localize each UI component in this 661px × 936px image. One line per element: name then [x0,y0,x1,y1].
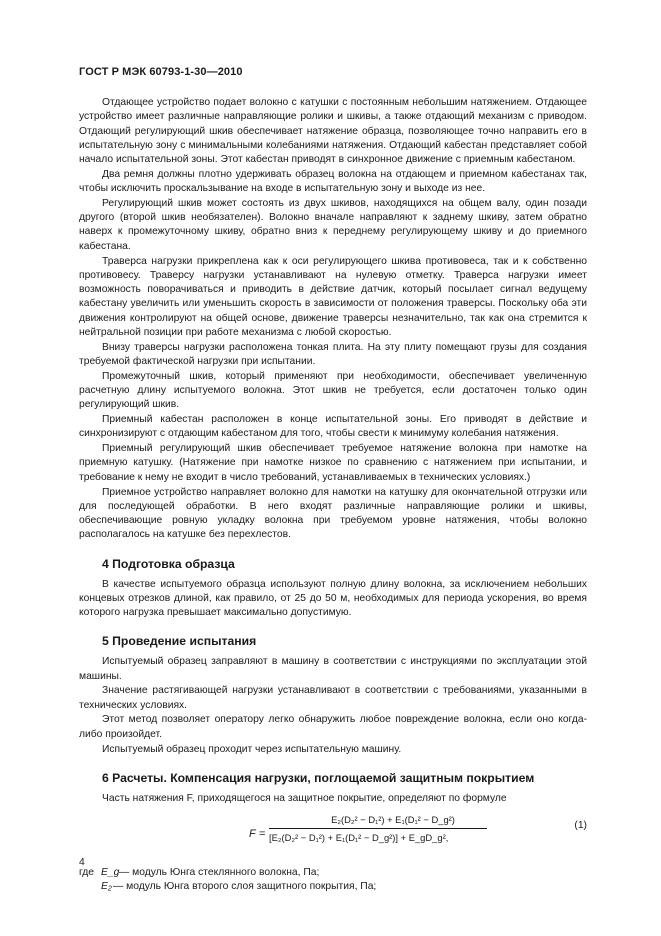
formula-fraction [269,812,517,847]
formula-number: (1) [574,820,587,832]
paragraph: Внизу траверсы нагрузки расположена тонкая плита. На эту плиту помещают грузы для создания требуемой фактической нагрузки при испытании. [79,341,587,367]
where-lead: где [79,867,95,879]
formula-numerator: E₂(D₂² − D₁²) + E₁(D₁² − D_g²) [331,814,455,826]
document-header: ГОСТ Р МЭК 60793-1-30—2010 [79,66,243,78]
variable-definitions [79,866,587,895]
paragraph: Регулирующий шкив может состоять из двух шкивов, находящихся на общем валу, один позади другого (второй шкив необязателен). Волокно вначале направляют к заднему шкиву, затем обратно наверх к промежуточному шкиву, обратно вниз к переднему регулирующему шкиву и до приемного кабестана. [79,197,587,252]
formula-intro: Часть натяжения F, приходящегося на защитное покрытие, определяют по формуле [102,792,507,804]
definition-symbol: E_g [101,867,120,879]
paragraph: Промежуточный шкив, который применяют при необходимости, обеспечивает увеличенную расчетную длину испытуемого волокна. Этот шкив не требуется, если достаточен только один регулирующий шкив. [79,370,587,411]
paragraph: Траверса нагрузки прикреплена как к оси регулирующего шкива противовеса, так и к собственно противовесу. Траверсу нагрузки устанавливают на нулевую отметку. Траверса нагрузки имеет возможность поворачиваться и приводить в действие датчик, который посылает сигнал ведущему кабестану увеличить или уменьшить скорость в зависимости от положения траверсы. Поскольку оба эти движения контролируют на общей основе, движение траверсы незначительно, так как она стремится к нейтральной позиции при работе механизма с любой скоростью. [79,255,587,338]
page-number: 4 [79,857,85,868]
formula-1 [79,812,587,858]
section-heading-5: 5 Проведение испытания [102,634,257,649]
section-heading-6: 6 Расчеты. Компенсация нагрузки, поглощаемой защитным покрытием [102,770,535,785]
formula-trail: , [445,832,449,844]
formula-equals: = [259,828,266,841]
formula-lhs: F [249,828,256,841]
paragraph: Приемное устройство направляет волокно для намотки на катушку для окончательной отгрузки или для последующей обработки. В него входят различные направляющие ролики и шкивы, обеспечивающие ровную укладку волокна при требуемом уровне натяжения, чтобы волокно располагалось на катушке без перехлестов. [79,486,587,541]
paragraph: Испытуемый образец проходит через испытательную машину. [102,743,402,755]
definition-symbol: E₂ [101,881,112,893]
paragraph: Отдающее устройство подает волокно с катушки с постоянным небольшим натяжением. Отдающее устройство имеет различные направляющие ролики и шкивы, а также отдающий механизм с приводом. Отдающий регулирующий шкив обеспечивает натяжение образца, позволяющее точно направить его в испытательную зону с минимальными колебаниями натяжения. Отдающий кабестан представляет собой начало испытательной зоны. Этот кабестан приводят в синхронное движение с приемным кабестаном. [79,97,587,165]
definition-text: — модуль Юнга второго слоя защитного покрытия, Па; [113,881,377,893]
document-body [79,96,587,895]
definition-line [79,880,587,894]
paragraph: Приемный регулирующий шкив обеспечивает требуемое натяжение волокна при намотке на приемную катушку. (Натяжение при намотке низкое по сравнению с натяжением при испытании, и требование к нему не входит в число требований, устанавливаемых в технических условиях.) [79,443,587,483]
paragraph: Этот метод позволяет оператору легко обнаружить любое повреждение волокна, если оно когда-либо произойдет. [79,714,587,740]
definition-line [79,866,587,880]
paragraph: Приемный кабестан расположен в конце испытательной зоны. Его приводят в действие и синхронизируют с отдающим кабестаном для того, чтобы свести к минимуму колебания натяжения. [79,414,587,440]
paragraph: Значение растягивающей нагрузки устанавливают в соответствии с требованиями, указанными в технических условиях. [79,685,587,711]
formula-denominator: [E₂(D₂² − D₁²) + E₁(D₁² − D_g²)] + E_gD_g² [269,832,446,844]
section-heading-4: 4 Подготовка образца [102,556,235,571]
paragraph: В качестве испытуемого образца используют полную длину волокна, за исключением небольших концевых отрезков длиной, как правило, от 25 до 50 м, необходимых для периода ускорения, во время которого нагрузка превышает максимально допустимую. [79,578,587,618]
paragraph: Два ремня должны плотно удерживать образец волокна на отдающем и приемном кабестанах так, чтобы исключить проскальзывание на входе в испытательную зону и выходе из нее. [79,168,587,195]
formula-denominator-row [269,829,517,847]
definition-text: — модуль Юнга стеклянного волокна, Па; [119,867,320,879]
paragraph: Испытуемый образец заправляют в машину в соответствии с инструкциями по эксплуатации этой машины. [79,656,587,682]
